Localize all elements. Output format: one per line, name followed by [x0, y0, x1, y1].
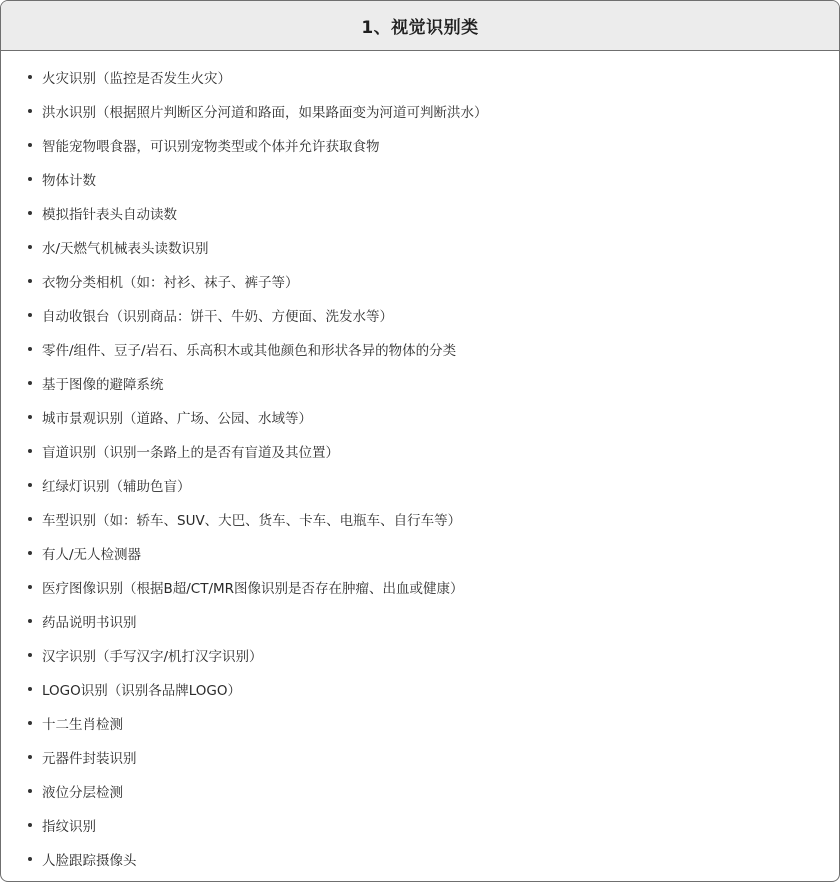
bullet-icon	[28, 653, 32, 657]
list-item-text: 液位分层检测	[42, 785, 123, 801]
bullet-icon	[28, 449, 32, 453]
list-item-text: 城市景观识别（道路、广场、公园、水域等）	[42, 411, 312, 427]
bullet-icon	[28, 313, 32, 317]
list-item-text: 自动收银台（识别商品：饼干、牛奶、方便面、洗发水等）	[42, 309, 393, 325]
bullet-icon	[28, 517, 32, 521]
bullet-icon	[28, 857, 32, 861]
list-item	[1, 264, 839, 298]
list-item-text: 有人/无人检测器	[42, 547, 142, 563]
list-item-text: 基于图像的避障系统	[42, 377, 164, 393]
list-item	[1, 332, 839, 366]
bullet-icon	[28, 551, 32, 555]
list-item	[1, 570, 839, 604]
list-item	[1, 638, 839, 672]
list-item-text: 火灾识别（监控是否发生火灾）	[42, 71, 231, 87]
list-item	[1, 60, 839, 94]
list-item-text: 指纹识别	[42, 819, 96, 835]
list-item	[1, 536, 839, 570]
list-item	[1, 842, 839, 876]
list-item	[1, 434, 839, 468]
list-item	[1, 298, 839, 332]
list-item-text: 医疗图像识别（根据B超/CT/MR图像识别是否存在肿瘤、出血或健康）	[42, 581, 464, 597]
list-item	[1, 196, 839, 230]
list-item	[1, 808, 839, 842]
bullet-icon	[28, 211, 32, 215]
list-item	[1, 774, 839, 808]
bullet-icon	[28, 279, 32, 283]
bullet-icon	[28, 823, 32, 827]
list-item	[1, 604, 839, 638]
item-list	[1, 51, 839, 876]
list-item	[1, 230, 839, 264]
bullet-icon	[28, 483, 32, 487]
list-item	[1, 366, 839, 400]
list-item-text: 智能宠物喂食器，可识别宠物类型或个体并允许获取食物	[42, 139, 380, 155]
bullet-icon	[28, 721, 32, 725]
bullet-icon	[28, 177, 32, 181]
bullet-icon	[28, 143, 32, 147]
list-item-text: 盲道识别（识别一条路上的是否有盲道及其位置）	[42, 445, 339, 461]
list-item	[1, 706, 839, 740]
list-item-text: 水/天燃气机械表头读数识别	[42, 241, 209, 257]
list-item	[1, 740, 839, 774]
page-title: 1、视觉识别类	[361, 18, 479, 38]
list-item-text: 模拟指针表头自动读数	[42, 207, 177, 223]
bullet-icon	[28, 687, 32, 691]
list-item	[1, 400, 839, 434]
list-item	[1, 672, 839, 706]
list-item-text: 洪水识别（根据照片判断区分河道和路面，如果路面变为河道可判断洪水）	[42, 105, 488, 121]
list-item-text: 物体计数	[42, 173, 96, 189]
bullet-icon	[28, 245, 32, 249]
card-header	[1, 1, 839, 51]
list-item	[1, 162, 839, 196]
list-item-text: 药品说明书识别	[42, 615, 137, 631]
bullet-icon	[28, 619, 32, 623]
list-item-text: 零件/组件、豆子/岩石、乐高积木或其他颜色和形状各异的物体的分类	[42, 343, 457, 359]
list-item	[1, 468, 839, 502]
list-item-text: 车型识别（如：轿车、SUV、大巴、货车、卡车、电瓶车、自行车等）	[42, 513, 462, 529]
list-item-text: 红绿灯识别（辅助色盲）	[42, 479, 191, 495]
bullet-icon	[28, 75, 32, 79]
list-item-text: 十二生肖检测	[42, 717, 123, 733]
list-item	[1, 502, 839, 536]
bullet-icon	[28, 755, 32, 759]
list-item-text: LOGO识别（识别各品牌LOGO）	[42, 683, 242, 699]
bullet-icon	[28, 415, 32, 419]
list-item	[1, 94, 839, 128]
bullet-icon	[28, 347, 32, 351]
bullet-icon	[28, 789, 32, 793]
list-item-text: 衣物分类相机（如：衬衫、袜子、裤子等）	[42, 275, 299, 291]
list-item-text: 人脸跟踪摄像头	[42, 853, 137, 869]
bullet-icon	[28, 585, 32, 589]
bullet-icon	[28, 109, 32, 113]
list-item-text: 汉字识别（手写汉字/机打汉字识别）	[42, 649, 263, 665]
list-item-text: 元器件封装识别	[42, 751, 137, 767]
list-item	[1, 128, 839, 162]
bullet-icon	[28, 381, 32, 385]
